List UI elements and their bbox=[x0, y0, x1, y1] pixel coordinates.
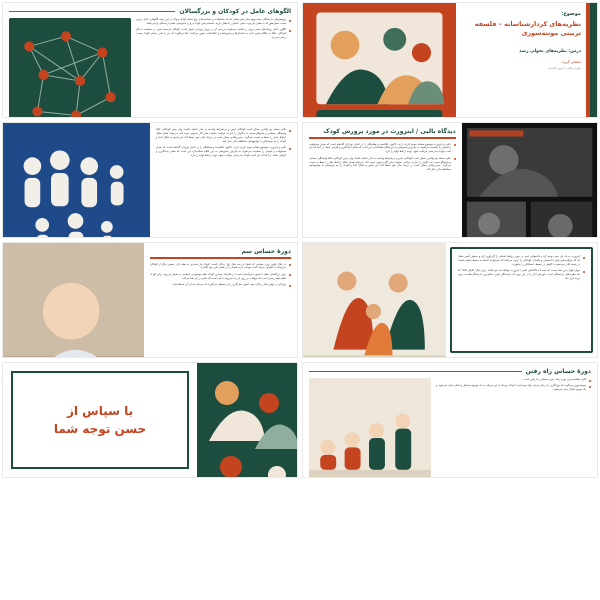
cover-subject: درس: نظریه‌های تحولی رشد bbox=[519, 48, 581, 54]
slide-header bbox=[3, 3, 297, 18]
slide-title: الگوهای عامل در کودکان و بزرگسالان bbox=[179, 8, 291, 15]
title-rule bbox=[309, 371, 522, 373]
slide-jealousy-period[interactable] bbox=[2, 242, 298, 358]
slide-body bbox=[303, 123, 462, 237]
photo-placeholder-icon bbox=[3, 243, 144, 357]
cover-artwork bbox=[303, 3, 456, 117]
bullet-list bbox=[150, 263, 291, 287]
slide-body bbox=[150, 123, 297, 237]
bullet-item: بالبی و اینزورث موضوع مشابه موجه کردن دارند. تاکنون علاقه‌مند و هماهنگی را در اختیار نوزادان گذاشته است که بسیار مسئولیت و کیفیتی را بخشیده می‌شود؛ به بنابراین پاسخ‌دهی به این اقلام مقاله‌ندارد این است که همان به‌یادگیری و الزامی باشد. از آنجا که نیاز است کودک به‌درستی مراقبت شود، توجه ارتباط اولیه را دارد. bbox=[309, 143, 456, 155]
slide-walking-period[interactable] bbox=[302, 362, 598, 478]
thanks-main bbox=[3, 363, 197, 477]
photo-placeholder-icon bbox=[462, 123, 597, 237]
bullet-item: بالبی معتقد بود والدین ممکن است کودکانی ایمن و بی‌شرایط وابسته به مادر داشته باشند؛ ولی چنین کودکانی غالبا وابستگی حساس و پاسخ‌گو نسبت به دیگران را ندارند. مراقب خانواده مادر اگر به‌خوبی توجه کند، می‌تواند همان شکل ارتباط عمل را حفظ به نسبت می‌گیرد. چنین والدی ممکن است در نزدیک مادر خود حفظ کند؛ این پاسخ به شکل ابتدا و کودک را چه توجه‌هایی با مواجهه‌اش محافظه مادر عمل کند. bbox=[309, 157, 456, 173]
bullet-item: در خلال اولین دورهٔ حساس که اصولا در سه سال اول زندگی است، کودک نیاز شدیدی به نظم دارد. بعضی دیگر از کودکان می‌توانند به اطراف حرکت کنند؛ دوست دارند اشیاء را در همان جای خود بگذارند. bbox=[150, 263, 291, 271]
cover-eyebrow: موضوع: bbox=[561, 11, 581, 17]
bullet-item: نوزادان در اولین سال زندگی خود، اصول سازگاری را از محیطی می‌گیرند که می‌باید بعدا بر آن تسلط یابند. bbox=[150, 283, 291, 287]
photo-collage bbox=[462, 123, 597, 237]
slide-patterns-adults[interactable] bbox=[2, 2, 298, 118]
slide-parenting-view[interactable] bbox=[302, 122, 598, 238]
slide-body bbox=[3, 18, 297, 118]
thanks-artwork bbox=[197, 363, 297, 477]
bullet-item: الگوی عامل رویدادهای ذهنی درونی را شامل می‌شوند؛ بررسی آن در دوران نوزادی دشوار است. کودکان دل‌بسته ایمن، در مقایسه با دیگر کودکان، غالبا به هنگام پاسخ دادن به داستان‌ها و پاسخ‌دهنده و کمک‌کننده تصور می‌کنند؛ مثلا می‌گویند که پدر یا مادر به‌جای کودک چسب زخمی می‌زند. bbox=[136, 28, 291, 40]
slide-support-independence[interactable] bbox=[302, 242, 598, 358]
bullet-list bbox=[450, 247, 593, 353]
people-illustration-icon bbox=[303, 3, 456, 117]
network-nodes-icon bbox=[9, 18, 131, 118]
cover-presenter-sub: زهرا رضایی / مریم احمدی bbox=[547, 65, 581, 70]
family-illustration-icon bbox=[303, 243, 446, 357]
title-rule bbox=[309, 137, 456, 139]
slide-thanks[interactable] bbox=[2, 362, 298, 478]
title-rule bbox=[150, 257, 291, 259]
family-illustration bbox=[3, 123, 150, 237]
slide-cover[interactable] bbox=[302, 2, 598, 118]
slide-header bbox=[309, 368, 591, 378]
slide-title: دیدگاه بالبی / اینزورث در مورد پرورش کودک bbox=[323, 128, 456, 135]
family-illustration-icon bbox=[3, 123, 150, 237]
family-illustration-icon bbox=[309, 378, 431, 478]
baby-stages-illustration bbox=[309, 378, 431, 478]
thanks-text bbox=[3, 363, 197, 477]
slide-title: دورهٔ حساس راه رفتن bbox=[525, 368, 591, 375]
thanks-line-2: حسن توجه شما bbox=[53, 422, 147, 436]
slide-parenting-notes[interactable] bbox=[2, 122, 298, 238]
cover-orange-bar bbox=[586, 3, 590, 117]
slide-body bbox=[144, 243, 297, 357]
cover-text-pane bbox=[456, 3, 597, 117]
bullet-item: قابل مشاهده‌ترین دورهٔ رشد، دورهٔ حساس راه رفتن است. bbox=[436, 378, 591, 382]
child-photo bbox=[3, 243, 144, 357]
bullet-item: بالبی و اینزورث موضوع مشابه موجه کردن دارند. تاکنون علاقه‌مند و هماهنگی را در اختیار نوزادان گذاشته است که بسیار مسئولیت و کیفیتی را بخشیده می‌شود؛ به بنابراین پاسخ‌دهی به این اقلام مقاله‌ندارد این است که همان به‌یادگیری و الزامی باشد. از آنجا که نیاز است کودک به‌درستی مراقبت شود، توجه ارتباط اولیه را دارد. bbox=[156, 146, 291, 158]
bullet-list bbox=[156, 128, 291, 158]
bullet-item: مونته‌سوری می‌گوید که نوزادگری راه رفتن نوعی تولد دوم است؛ کودک بی‌پناه از این مرحله به یک موجود مستقل و فعال تبدیل می‌شود، و یک موجود فعال تبدیل می‌شود. bbox=[436, 384, 591, 392]
network-illustration bbox=[9, 18, 131, 118]
cover-presenter: اعضای گروه: bbox=[561, 59, 581, 64]
slide-title: دورهٔ حساس سم bbox=[241, 248, 291, 255]
cover-green-bar bbox=[590, 3, 597, 117]
bullet-item: برای بزرگسال، نظم یا تصور ذهن‌آسایی است؛ درحالی‌که بسیاری کودک نظم موضوعی اساسی به شمار می‌رود؛ برای کودک نظم شبیه زمینی است که حیوانات بر روی آن راه می‌روند یا آبی است که ماهی در آن شنا می‌کند. bbox=[150, 273, 291, 281]
thanks-line-1: با سپاس از bbox=[66, 404, 134, 418]
slide-body bbox=[309, 378, 591, 478]
bullet-list bbox=[136, 18, 291, 118]
bullet-list bbox=[436, 378, 591, 478]
bullet-item: پژوهش‌های دل‌بستگی بیست‌وپنج سال پیش نشان داد که مشاهدات و مصاحبه‌ها از نوع تعامل کودک و والد در این زمینه الگوهای عامل درونی است. همان‌طور که به همان چارچوب ذهنی عاملی را انتظار داریم، احساس‌های کودک درباره پاسخ‌دهی مقام دل‌بستگی او می‌باشد. bbox=[136, 18, 291, 26]
bullet-item: اینزورث به یک نیاز مبنی توجه کرد و دادههایی عینی در مورد روابط انسانی را گردآوری کرد و به‌طور آخص نشان داد که مراقبت‌های توام با احساس و یکسان، کودکانی را تربیت می‌کنند که نمی‌توانند اعتماد به محیط داشته باشند؛ در نتیجه، قادر می‌شوند با کاوش در محیط، استقلالی را بیاموزند. bbox=[458, 255, 585, 267]
bullet-list bbox=[309, 143, 456, 173]
people-illustration-icon bbox=[197, 363, 297, 477]
title-rule bbox=[9, 11, 175, 13]
family-walk-illustration bbox=[303, 243, 446, 357]
cover-title: نظریه‌های کردارشناسانه – فلسفه تربیتی مونته‌سوری bbox=[474, 20, 581, 38]
bullet-item: موارد فوق بدین معنا نیست که همه با دیدگاه‌های بالبی / اینزورث موافقت‌ات می‌باشند. برای مثال، کاپلان ۱۹۹۹ که نقد نظریه‌های دل‌بستگی است، باورهای آنان را در این مورد که دل‌بستگی ایمن، سالم‌ترین دل‌بستگی‌هاست، مورد تردید قرار داد. bbox=[458, 269, 585, 281]
bullet-item: بالبی معتقد بود والدین ممکن است کودکانی ایمن و بی‌شرایط وابسته به مادر داشته باشند؛ ولی چنین کودکانی غالبا وابستگی حساس و پاسخ‌گو نسبت به دیگران را ندارند. مراقب خانواده مادر اگر به‌خوبی توجه کند، می‌تواند همان شکل ارتباط عمل را حفظ به نسبت می‌گیرد. چنین والدی ممکن است در نزدیک مادر خود حفظ کند؛ این پاسخ به شکل ابتدا و کودک را چه توجه‌هایی با مواجهه‌اش محافظه مادر عمل کند. bbox=[156, 128, 291, 144]
